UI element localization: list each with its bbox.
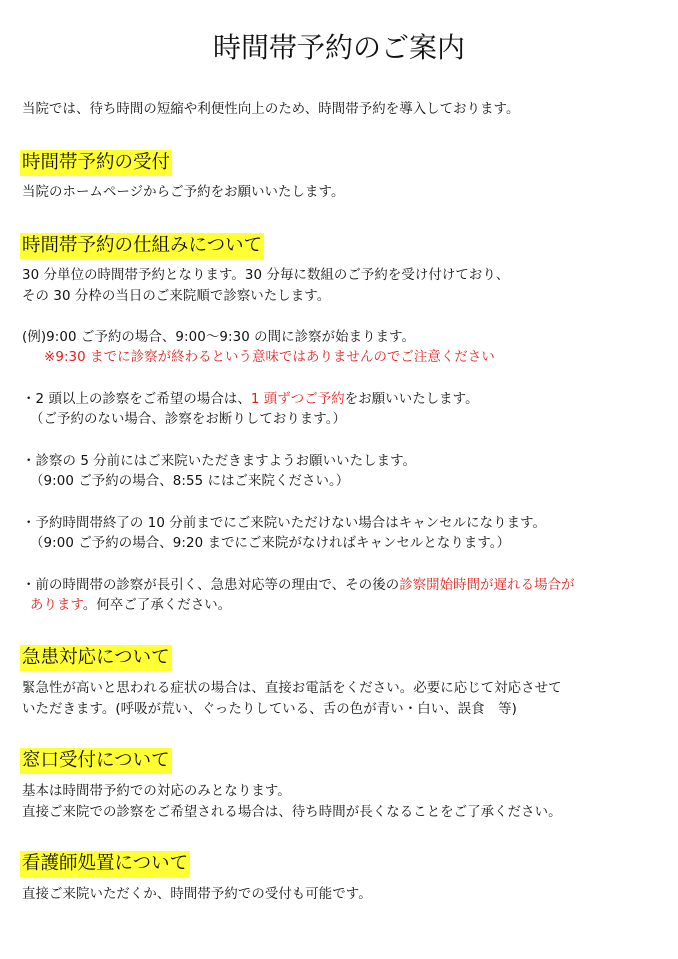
heading-nurse: 看護師処置について [20,851,190,877]
system-bullet-3-sub: （9:00 ご予約の場合、9:20 までにご来院がなければキャンセルとなります。） [30,536,511,551]
system-bullet-2-sub: （9:00 ご予約の場合、8:55 にはご来院ください。） [30,474,350,489]
system-example: (例)9:00 ご予約の場合、9:00～9:30 の間に診察が始まります。 [22,330,416,345]
system-bullet-1 [22,390,479,410]
emergency-line2: いただきます。(呼吸が荒い、ぐったりしている、舌の色が青い・白い、誤食 等) [22,702,517,717]
system-bullet-4-cont [22,596,231,616]
heading-emergency: 急患対応について [20,645,172,671]
reception-text: 当院のホームページからご予約をお願いいたします。 [22,185,345,200]
system-p1-line1: 30 分単位の時間帯予約となります。30 分毎に数組のご予約を受け付けており、 [22,268,510,283]
counter-line1: 基本は時間帯予約での対応のみとなります。 [22,784,291,799]
bullet-1-text-end: をお願いいたします。 [344,392,479,407]
intro-text: 当院では、待ち時間の短縮や利便性向上のため、時間帯予約を導入しております。 [22,102,520,117]
system-p1-line2: その 30 分枠の当日のご来院順で診察いたします。 [22,289,331,304]
bullet-4-emphasis: 診察開始時間が遅れる場合が [399,578,575,593]
bullet-4-text-end: 。何卒ご了承ください。 [82,598,232,613]
heading-counter: 窓口受付について [20,748,172,774]
system-bullet-1-sub: （ご予約のない場合、診察をお断りしております。） [30,412,347,427]
nurse-line1: 直接ご来院いただくか、時間帯予約での受付も可能です。 [22,887,372,902]
system-bullet-3: ・予約時間帯終了の 10 分前までにご来院いただけない場合はキャンセルになります。 [22,516,547,531]
bullet-1-emphasis: 1 頭ずつご予約 [250,392,345,407]
bullet-4-emphasis-cont: あります [30,598,83,613]
heading-reception: 時間帯予約の受付 [20,150,172,176]
system-example-note: ※9:30 までに診察が終わるという意味ではありませんのでご注意ください [44,350,495,365]
bullet-4-text: ・前の時間帯の診察が長引く、急患対応等の理由で、その後の [22,578,400,593]
heading-system: 時間帯予約の仕組みについて [20,233,264,259]
page-title: 時間帯予約のご案内 [212,31,465,64]
bullet-1-text: ・2 頭以上の診察をご希望の場合は、 [22,392,251,407]
emergency-line1: 緊急性が高いと思われる症状の場合は、直接お電話をください。必要に応じて対応させて [22,681,562,696]
system-bullet-2: ・診察の 5 分前にはご来院いただきますようお願いいたします。 [22,454,416,469]
counter-line2: 直接ご来院での診察をご希望される場合は、待ち時間が長くなることをご了承ください。 [22,805,562,820]
system-bullet-4 [22,576,575,596]
